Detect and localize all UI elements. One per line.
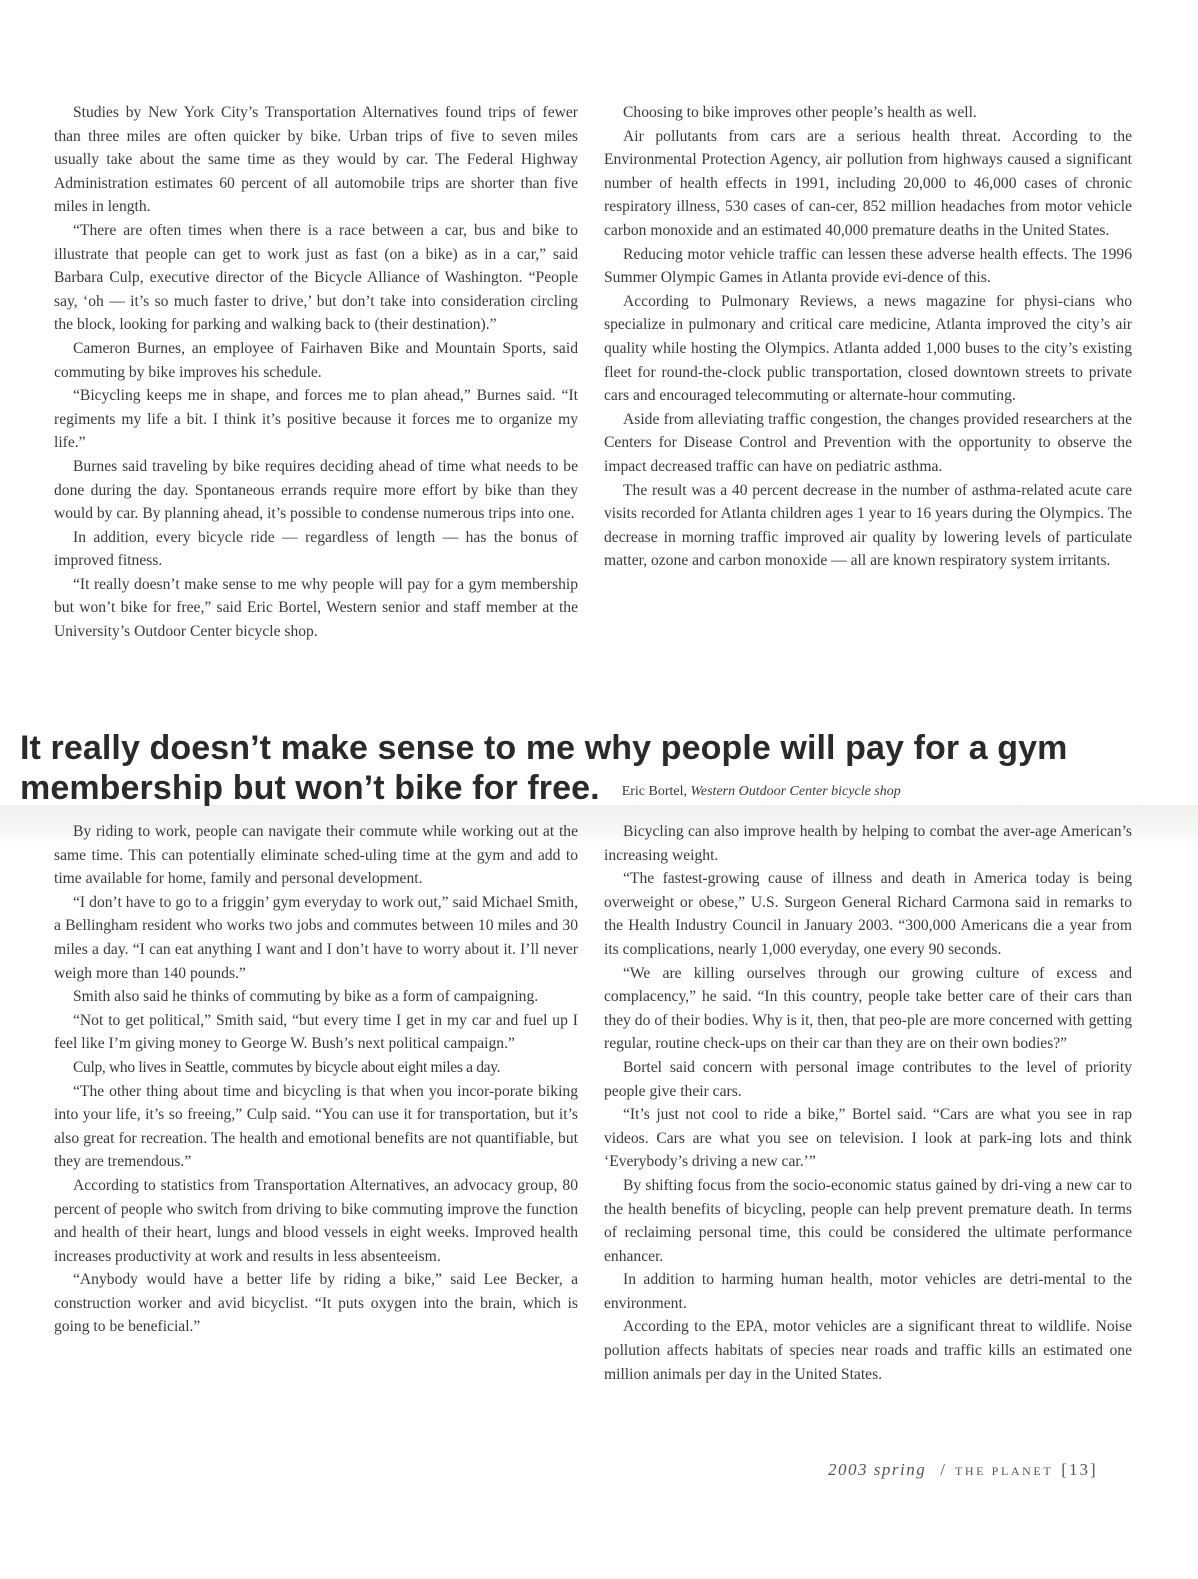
paragraph: “There are often times when there is a race between a car, bus and bike to illustrate that people can get to work just as fast (on a bike) as in a car,” said Barbara Culp, executive director of the Bicycle Alliance of Washington. “People say, ‘oh — it’s so much faster to drive,’ but don’t take into consideration circling the block, looking for parking and walking back to (their destination).” xyxy=(54,221,578,334)
page-number: [13] xyxy=(1061,1460,1098,1479)
footer-separator: / xyxy=(940,1460,945,1479)
pull-quote-attribution xyxy=(622,784,901,799)
paragraph: According to statistics from Transportation Alternatives, an advocacy group, 80 percent of people who switch from driving to bike commuting improve the function and health of their heart, lungs and blood vessels in eight weeks. Improved health increases productivity at work and results in less absenteeism. xyxy=(54,1176,578,1265)
pull-quote xyxy=(20,728,1180,812)
paragraph: Aside from alleviating traffic congestion, the changes provided researchers at the Centers for Disease Control and Prevention with the opportunity to observe the impact decreased traffic can have on pediatric asthma. xyxy=(604,410,1132,475)
paragraph: “We are killing ourselves through our growing culture of excess and complacency,” he said. “In this country, people take better care of their cars than they do of their bodies. Why is it, then, that peo-ple are more concerned with getting regular, routine check-ups on their car than they are on their own bodies?” xyxy=(604,964,1132,1053)
page-footer xyxy=(828,1460,1098,1480)
paragraph: Reducing motor vehicle traffic can lessen these adverse health effects. The 1996 Summer Olympic Games in Atlanta provide evi-dence of this. xyxy=(604,245,1132,287)
paragraph: By riding to work, people can navigate their commute while working out at the same time. This can potentially eliminate sched-uling time at the gym and add to time available for home, family and personal development. xyxy=(54,823,578,888)
paragraph: “Anybody would have a better life by riding a bike,” said Lee Becker, a construction worker and avid bicyclist. “It puts oxygen into the brain, which is going to be beneficial.” xyxy=(54,1271,578,1336)
paragraph: According to the EPA, motor vehicles are a significant threat to wildlife. Noise pollution affects habitats of species near roads and traffic kills an estimated one million animals per day in the United States. xyxy=(604,1318,1132,1383)
paragraph: “The other thing about time and bicycling is that when you incor-porate biking into your life, it’s so freeing,” Culp said. “You can use it for transportation, but it’s also great for recreation. The health and emotional benefits are not quantifiable, but they are tremendous.” xyxy=(54,1082,578,1171)
paragraph: Bicycling can also improve health by helping to combat the aver-age American’s increasing weight. xyxy=(604,823,1132,864)
paragraph: “Not to get political,” Smith said, “but every time I get in my car and fuel up I feel like I’m giving money to George W. Bush’s next political campaign.” xyxy=(54,1011,578,1053)
paragraph: Burnes said traveling by bike requires deciding ahead of time what needs to be done during the day. Spontaneous errands require more effort by bike than they would by car. By planning ahead, it’s possible to condense numerous trips into one. xyxy=(54,457,578,523)
paragraph: By shifting focus from the socio-economic status gained by dri-ving a new car to the health benefits of bicycling, people can help prevent premature death. In terms of reclaiming personal time, this could be considered the ultimate performance enhancer. xyxy=(604,1176,1132,1265)
paragraph: In addition to harming human health, motor vehicles are detri-mental to the environment. xyxy=(604,1271,1132,1312)
pull-quote-text: It really doesn’t make sense to me why people will pay for a gym membership but won’t bike for free. xyxy=(20,729,1068,807)
article-column-top-left xyxy=(54,101,578,644)
paragraph: Air pollutants from cars are a serious health threat. According to the Environmental Protection Agency, air pollution from highways caused a significant number of health effects in 1991, including 20,000 to 46,000 cases of chronic respiratory illness, 530 cases of can-cer, 852 million headaches from motor vehicle carbon monoxide and an estimated 40,000 premature deaths in the United States. xyxy=(604,127,1132,239)
paragraph: In addition, every bicycle ride — regardless of length — has the bonus of improved fitness. xyxy=(54,528,578,570)
paragraph: “The fastest-growing cause of illness and death in America today is being overweight or obese,” U.S. Surgeon General Richard Carmona said in remarks to the Health Industry Council in January 2003. “300,000 Americans die a year from its complications, nearly 1,000 everyday, one every 90 seconds. xyxy=(604,870,1132,958)
paragraph: Studies by New York City’s Transportation Alternatives found trips of fewer than three miles are often quicker by bike. Urban trips of five to seven miles usually take about the same time as they would by car. The Federal Highway Administration estimates 60 percent of all automobile trips are shorter than five miles in length. xyxy=(54,104,578,216)
paragraph: Choosing to bike improves other people’s health as well. xyxy=(623,104,977,121)
paragraph: “Bicycling keeps me in shape, and forces me to plan ahead,” Burnes said. “It regiments my life a bit. I think it’s positive because it forces me to organize my life.” xyxy=(54,387,578,452)
paragraph: Bortel said concern with personal image contributes to the level of priority people give their cars. xyxy=(604,1058,1132,1100)
paragraph: Smith also said he thinks of commuting by bike as a form of campaigning. xyxy=(73,988,539,1006)
paragraph: According to Pulmonary Reviews, a news magazine for physi-cians who specialize in pulmonary and critical care medicine, Atlanta improved the city’s air quality while hosting the Olympics. Atlanta added 1,000 buses to the city’s existing fleet for round-the-clock public transportation, closed downtown streets to private cars and encouraged telecommuting or alternate-hour commuting. xyxy=(604,292,1132,405)
attribution-role: Western Outdoor Center bicycle shop xyxy=(690,784,901,799)
paragraph: “I don’t have to go to a friggin’ gym everyday to work out,” said Michael Smith, a Bellingham resident who works two jobs and commutes between 10 miles and 30 miles a day. “I can eat anything I want and I don’t have to worry about it. I’ll never weigh more than 140 pounds.” xyxy=(54,893,578,982)
attribution-name: Eric Bortel, xyxy=(621,784,688,799)
magazine-name: THE PLANET xyxy=(954,1464,1054,1478)
article-column-top-right xyxy=(604,101,1132,573)
article-column-bottom-right xyxy=(604,820,1132,1386)
paragraph: “It really doesn’t make sense to me why people will pay for a gym membership but won’t bike for free,” said Eric Bortel, Western senior and staff member at the University’s Outdoor Center bicycle shop. xyxy=(54,575,578,641)
issue-season: 2003 spring xyxy=(828,1460,927,1479)
paragraph: The result was a 40 percent decrease in the number of asthma-related acute care visits recorded for Atlanta children ages 1 year to 16 years during the Olympics. The decrease in morning traffic improved air quality by lowering levels of particulate matter, ozone and carbon monoxide — all are known respiratory system irritants. xyxy=(604,481,1132,570)
paragraph: Cameron Burnes, an employee of Fairhaven Bike and Mountain Sports, said commuting by bike improves his schedule. xyxy=(54,339,578,381)
paragraph: Culp, who lives in Seattle, commutes by bicycle about eight miles a day. xyxy=(73,1058,501,1076)
article-column-bottom-left xyxy=(54,820,578,1339)
paragraph: “It’s just not cool to ride a bike,” Bortel said. “Cars are what you see in rap videos. Cars are what you see on television. I look at park-ing lots and think ‘Everybody’s driving a new car.’” xyxy=(604,1106,1132,1171)
